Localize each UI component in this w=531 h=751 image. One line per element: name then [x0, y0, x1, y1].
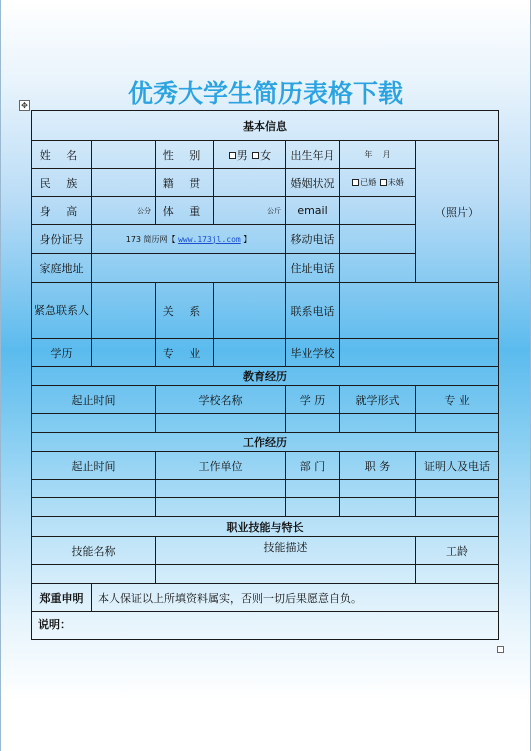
birth-value[interactable]	[340, 141, 416, 169]
height-label: 身 高	[32, 197, 92, 225]
work-entry-position[interactable]	[340, 498, 416, 517]
mobile-label: 移动电话	[286, 225, 340, 254]
contact-phone-label: 联系电话	[286, 283, 340, 339]
male-checkbox[interactable]	[229, 152, 236, 159]
unmarried-label: 未婚	[387, 178, 404, 187]
edu-col-school: 学校名称	[156, 386, 286, 414]
work-columns-row	[32, 452, 499, 480]
edu-entry-mode[interactable]	[340, 414, 416, 433]
relation-value[interactable]	[214, 283, 286, 339]
row-education	[32, 339, 499, 367]
year-label: 年	[364, 150, 373, 159]
email-label: email	[286, 197, 340, 225]
site-text: 173 简历网【	[125, 234, 176, 244]
site-end: 】	[243, 234, 252, 244]
work-col-position: 职 务	[340, 452, 416, 480]
emergency-value[interactable]	[92, 283, 156, 339]
native-label: 籍 贯	[156, 169, 214, 197]
unmarried-checkbox[interactable]	[380, 179, 387, 186]
skills-col-years: 工龄	[416, 537, 499, 565]
row-name	[32, 141, 499, 169]
work-col-employer: 工作单位	[156, 452, 286, 480]
home-phone-label: 住址电话	[286, 254, 340, 283]
id-number-label: 身份证号	[32, 225, 92, 254]
work-header: 工作经历	[32, 433, 499, 452]
female-checkbox[interactable]	[252, 152, 259, 159]
work-entry-period[interactable]	[32, 480, 156, 498]
table-move-handle-icon[interactable]: ✥	[19, 100, 30, 111]
work-header-row	[32, 433, 499, 452]
page-title: 优秀大学生简历表格下载	[127, 79, 403, 108]
resume-table	[31, 110, 499, 640]
edu-entry-degree[interactable]	[286, 414, 340, 433]
work-entry-employer[interactable]	[156, 498, 286, 517]
edu-col-period: 起止时间	[32, 386, 156, 414]
ethnicity-label: 民 族	[32, 169, 92, 197]
edu-header-row	[32, 367, 499, 386]
height-value[interactable]: 公分	[92, 197, 156, 225]
edu-col-degree: 学 历	[286, 386, 340, 414]
statement-row	[32, 584, 499, 612]
gender-options[interactable]	[214, 141, 286, 169]
skills-entry-description[interactable]	[156, 565, 416, 584]
skills-col-name: 技能名称	[32, 537, 156, 565]
edu-header: 教育经历	[32, 367, 499, 386]
basic-info-header: 基本信息	[32, 111, 499, 141]
ethnicity-value[interactable]	[92, 169, 156, 197]
married-checkbox[interactable]	[352, 179, 359, 186]
table-resize-handle[interactable]	[497, 646, 504, 653]
home-phone-value[interactable]	[340, 254, 416, 283]
skills-columns-row	[32, 537, 499, 565]
email-value[interactable]	[340, 197, 416, 225]
site-link[interactable]: www.173jl.com	[178, 234, 241, 244]
marital-label: 婚姻状况	[286, 169, 340, 197]
edu-col-major: 专 业	[416, 386, 499, 414]
photo-cell[interactable]: （照片）	[416, 141, 499, 283]
work-entry-employer[interactable]	[156, 480, 286, 498]
gender-label: 性 别	[156, 141, 214, 169]
birth-label: 出生年月	[286, 141, 340, 169]
month-label: 月	[382, 150, 391, 159]
notes-label[interactable]: 说明：	[32, 612, 499, 640]
skills-entry-row	[32, 565, 499, 584]
married-label: 已婚	[360, 178, 377, 187]
edu-columns-row	[32, 386, 499, 414]
work-entry-department[interactable]	[286, 498, 340, 517]
id-number-value[interactable]	[92, 225, 286, 254]
statement-label: 郑重申明	[32, 584, 92, 612]
work-entry-reference[interactable]	[416, 498, 499, 517]
emergency-label: 紧急联系人	[32, 283, 92, 339]
skills-entry-name[interactable]	[32, 565, 156, 584]
address-value[interactable]	[92, 254, 286, 283]
work-entry-period[interactable]	[32, 498, 156, 517]
edu-entry-school[interactable]	[156, 414, 286, 433]
major-label: 专 业	[156, 339, 214, 367]
weight-label: 体 重	[156, 197, 214, 225]
name-value[interactable]	[92, 141, 156, 169]
female-label: 女	[260, 148, 272, 162]
work-entry-position[interactable]	[340, 480, 416, 498]
work-col-reference: 证明人及电话	[416, 452, 499, 480]
edu-col-mode: 就学形式	[340, 386, 416, 414]
education-value[interactable]	[92, 339, 156, 367]
skills-col-description: 技能描述	[156, 537, 416, 565]
page-border-left	[0, 0, 1, 751]
major-value[interactable]	[214, 339, 286, 367]
contact-phone-value[interactable]	[340, 283, 499, 339]
education-label: 学历	[32, 339, 92, 367]
work-entry-department[interactable]	[286, 480, 340, 498]
work-entry-row-2	[32, 498, 499, 517]
address-label: 家庭地址	[32, 254, 92, 283]
skills-header: 职业技能与特长	[32, 517, 499, 537]
basic-info-header-row	[32, 111, 499, 141]
notes-row	[32, 612, 499, 640]
work-col-department: 部 门	[286, 452, 340, 480]
edu-entry-period[interactable]	[32, 414, 156, 433]
work-entry-reference[interactable]	[416, 480, 499, 498]
work-entry-row-1	[32, 480, 499, 498]
weight-value[interactable]: 公斤	[214, 197, 286, 225]
male-label: 男	[236, 148, 248, 162]
mobile-value[interactable]	[340, 225, 416, 254]
statement-text: 本人保证以上所填资料属实，否则一切后果愿意自负。	[92, 584, 499, 612]
row-emergency	[32, 283, 499, 339]
relation-label: 关 系	[156, 283, 214, 339]
work-col-period: 起止时间	[32, 452, 156, 480]
name-label: 姓 名	[32, 141, 92, 169]
marital-options[interactable]	[340, 169, 416, 197]
edu-entry-major[interactable]	[416, 414, 499, 433]
skills-header-row	[32, 517, 499, 537]
school-label: 毕业学校	[286, 339, 340, 367]
edu-entry-row	[32, 414, 499, 433]
native-value[interactable]	[214, 169, 286, 197]
skills-entry-years[interactable]	[416, 565, 499, 584]
school-value[interactable]	[340, 339, 499, 367]
